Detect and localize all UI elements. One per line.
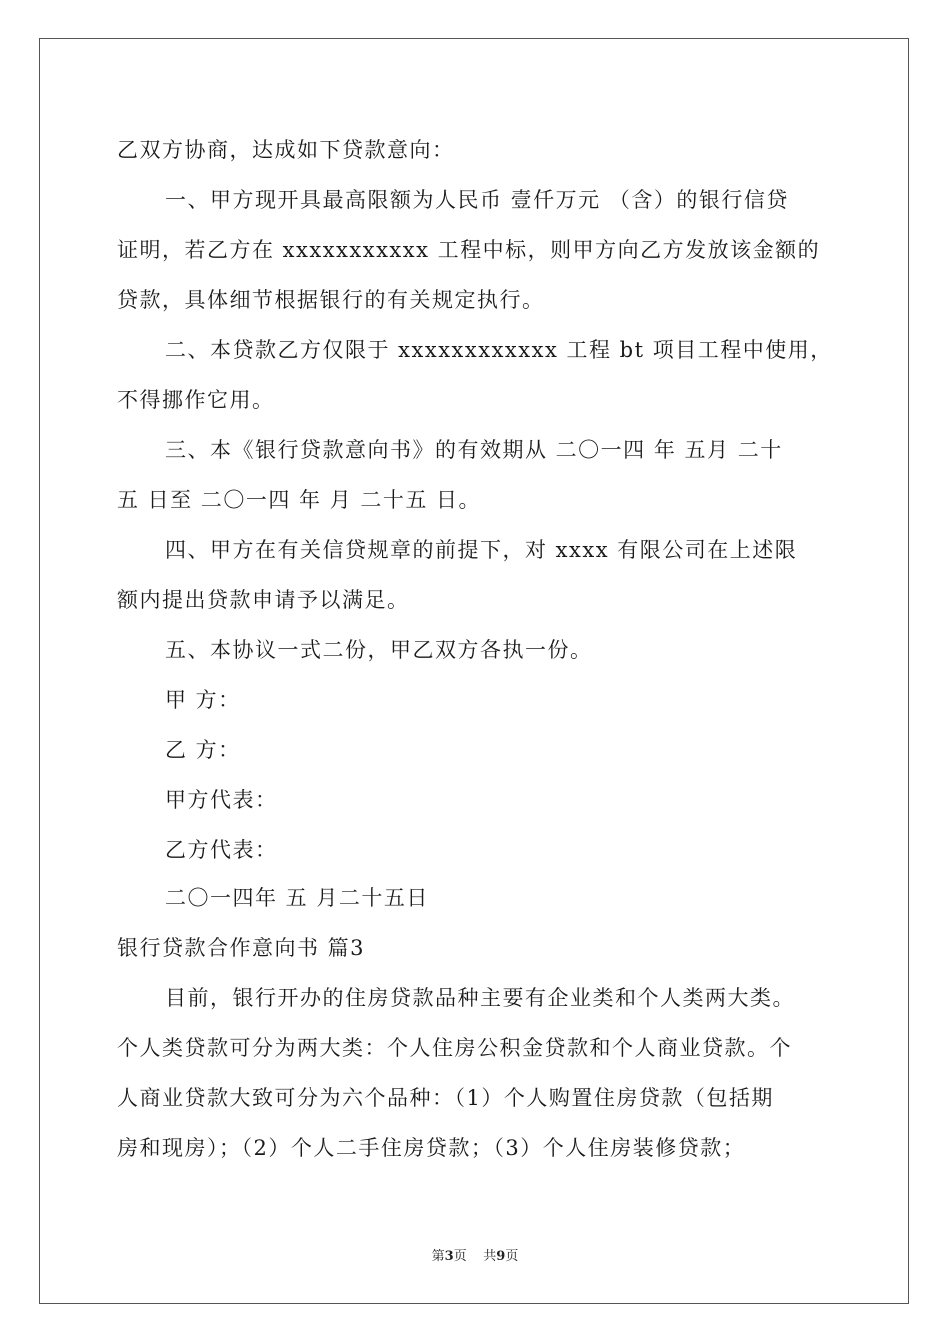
party-b-label: 乙 方：	[165, 738, 241, 762]
party-b-representative-label: 乙方代表：	[165, 838, 278, 862]
party-a-representative-label: 甲方代表：	[165, 788, 278, 812]
paragraph-line: 个人类贷款可分为两大类：个人住房公积金贷款和个人商业贷款。个	[117, 1036, 792, 1060]
clause-5-line: 五、本协议一式二份，甲乙双方各执一份。	[165, 638, 593, 662]
total-pages: 9	[496, 1249, 506, 1264]
text-line: 贷款，具体细节根据银行的有关规定执行。	[117, 288, 545, 312]
page-border	[39, 38, 909, 1304]
total-unit: 页	[505, 1249, 519, 1264]
section-heading: 银行贷款合作意向书 篇3	[117, 936, 366, 960]
paragraph-line: 房和现房）；（2）个人二手住房贷款；（3）个人住房装修贷款；	[117, 1136, 746, 1160]
page-label: 第	[431, 1249, 445, 1264]
page-number: 3	[444, 1249, 454, 1264]
total-label: 共	[483, 1249, 497, 1264]
text-line: 额内提出贷款申请予以满足。	[117, 588, 410, 612]
text-line: 证明，若乙方在 xxxxxxxxxxx 工程中标，则甲方向乙方发放该金额的	[117, 238, 821, 262]
paragraph-line: 人商业贷款大致可分为六个品种：（1）个人购置住房贷款（包括期	[117, 1086, 774, 1110]
text-line: 不得挪作它用。	[117, 388, 275, 412]
paragraph-line: 目前，银行开办的住房贷款品种主要有企业类和个人类两大类。	[165, 986, 795, 1010]
page-footer	[0, 1245, 950, 1264]
clause-2-line: 二、本贷款乙方仅限于 xxxxxxxxxxxx 工程 bt 项目工程中使用，	[165, 338, 833, 362]
clause-1-line: 一、甲方现开具最高限额为人民币 壹仟万元 （含）的银行信贷	[165, 188, 789, 212]
clause-4-line: 四、甲方在有关信贷规章的前提下，对 xxxx 有限公司在上述限	[165, 538, 798, 562]
text-line: 乙双方协商，达成如下贷款意向：	[117, 138, 455, 162]
signature-date: 二〇一四年 五 月二十五日	[165, 886, 429, 910]
text-line: 五 日至 二〇一四 年 月 二十五 日。	[117, 488, 482, 512]
party-a-label: 甲 方：	[165, 688, 241, 712]
clause-3-line: 三、本《银行贷款意向书》的有效期从 二〇一四 年 五月 二十	[165, 438, 783, 462]
page-unit: 页	[453, 1249, 467, 1264]
